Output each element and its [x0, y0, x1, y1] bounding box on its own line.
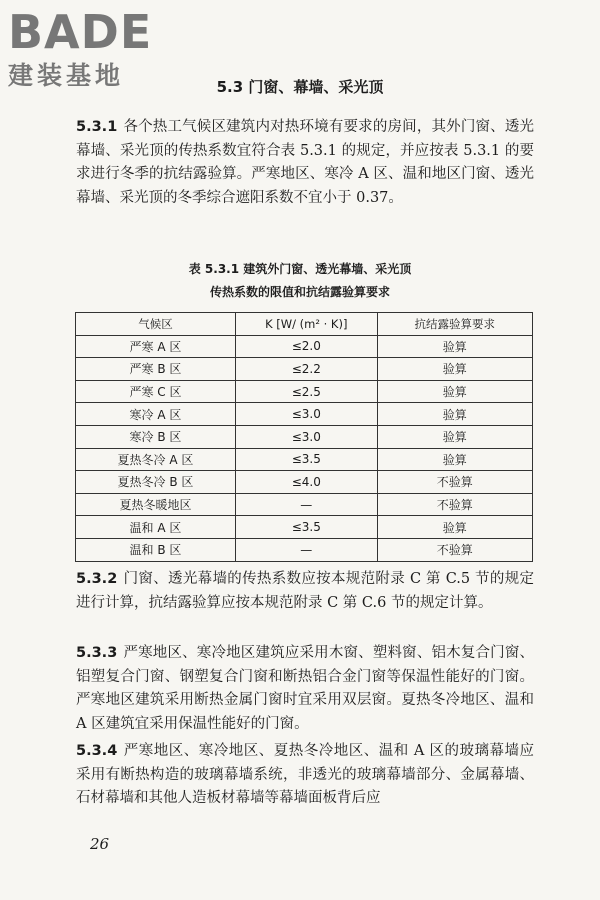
- table-cell: 验算: [377, 358, 532, 381]
- page-number: 26: [90, 835, 110, 853]
- table-cell: 寒冷 B 区: [76, 425, 236, 448]
- table-cell: ≤3.0: [235, 403, 377, 426]
- table-header: 抗结露验算要求: [377, 313, 532, 336]
- table-cell: ≤3.5: [235, 448, 377, 471]
- table-cell: 不验算: [377, 493, 532, 516]
- table-cell: 验算: [377, 425, 532, 448]
- table-cell: 温和 A 区: [76, 516, 236, 539]
- table-cell: ≤2.2: [235, 358, 377, 381]
- table-header: K [W/ (m² · K)]: [235, 313, 377, 336]
- table-header: 气候区: [76, 313, 236, 336]
- table-row: [76, 448, 533, 471]
- table-cell: ≤2.0: [235, 335, 377, 358]
- clause-text: 门窗、透光幕墙的传热系数应按本规范附录 C 第 C.5 节的规定进行计算，抗结露验算应按本规范附录 C 第 C.6 节的规定计算。: [76, 571, 534, 611]
- table-cell: 验算: [377, 516, 532, 539]
- table-cell: 夏热冬冷 A 区: [76, 448, 236, 471]
- table-row: [76, 471, 533, 494]
- table-cell: 严寒 C 区: [76, 380, 236, 403]
- table-cell: 验算: [377, 335, 532, 358]
- table-cell: 严寒 B 区: [76, 358, 236, 381]
- table-cell: —: [235, 493, 377, 516]
- table-cell: 夏热冬暖地区: [76, 493, 236, 516]
- table-cell: 寒冷 A 区: [76, 403, 236, 426]
- paragraph-5-3-3: [76, 642, 534, 736]
- paragraph-5-3-2: [76, 568, 534, 615]
- table-cell: 温和 B 区: [76, 538, 236, 561]
- section-title: 5.3 门窗、幕墙、采光顶: [216, 78, 384, 96]
- clause-text: 严寒地区、寒冷地区建筑应采用木窗、塑料窗、铝木复合门窗、铝塑复合门窗、钢塑复合门窗和断热铝合金门窗等保温性能好的门窗。严寒地区建筑采用断热金属门窗时宜采用双层窗。夏热冬冷地区、温和 A 区建筑宜采用保温性能好的门窗。: [76, 645, 534, 732]
- table-row: [76, 538, 533, 561]
- table-header-row: [76, 313, 533, 336]
- table-caption-line1: 表 5.3.1 建筑外门窗、透光幕墙、采光顶: [188, 262, 412, 276]
- table-cell: ≤3.5: [235, 516, 377, 539]
- table-cell: —: [235, 538, 377, 561]
- table-cell: 夏热冬冷 B 区: [76, 471, 236, 494]
- table-cell: 验算: [377, 403, 532, 426]
- clause-number: 5.3.4: [76, 743, 118, 759]
- table-row: [76, 380, 533, 403]
- table-row: [76, 425, 533, 448]
- watermark-brand: BADE: [8, 5, 153, 59]
- table-row: [76, 516, 533, 539]
- table-cell: 严寒 A 区: [76, 335, 236, 358]
- clause-number: 5.3.2: [76, 571, 118, 587]
- table-cell: 验算: [377, 448, 532, 471]
- table-cell: 不验算: [377, 538, 532, 561]
- watermark-subtitle: 建装基地: [8, 61, 125, 90]
- table-cell: 验算: [377, 380, 532, 403]
- clause-text: 严寒地区、寒冷地区、夏热冬冷地区、温和 A 区的玻璃幕墙应采用有断热构造的玻璃幕墙系统，非透光的玻璃幕墙部分、金属幕墙、石材幕墙和其他人造板材幕墙等幕墙面板背后应: [76, 743, 534, 806]
- table-cell: ≤2.5: [235, 380, 377, 403]
- clause-number: 5.3.3: [76, 645, 118, 661]
- table-caption-line2: 传热系数的限值和抗结露验算要求: [209, 285, 390, 299]
- table-row: [76, 403, 533, 426]
- clause-number: 5.3.1: [76, 119, 118, 135]
- table-cell: 不验算: [377, 471, 532, 494]
- table-cell: ≤3.0: [235, 425, 377, 448]
- table-row: [76, 335, 533, 358]
- spec-table: [75, 312, 533, 562]
- table-row: [76, 358, 533, 381]
- table-row: [76, 493, 533, 516]
- paragraph-5-3-4: [76, 740, 534, 811]
- clause-text: 各个热工气候区建筑内对热环境有要求的房间，其外门窗、透光幕墙、采光顶的传热系数宜符合表 5.3.1 的规定，并应按表 5.3.1 的要求进行冬季的抗结露验算。严寒地区、寒冷 A 区、温和地区门窗、透光幕墙、采光顶的冬季综合遮阳系数不宜小于 0.37。: [76, 119, 534, 206]
- paragraph-5-3-1: [76, 116, 534, 210]
- table-cell: ≤4.0: [235, 471, 377, 494]
